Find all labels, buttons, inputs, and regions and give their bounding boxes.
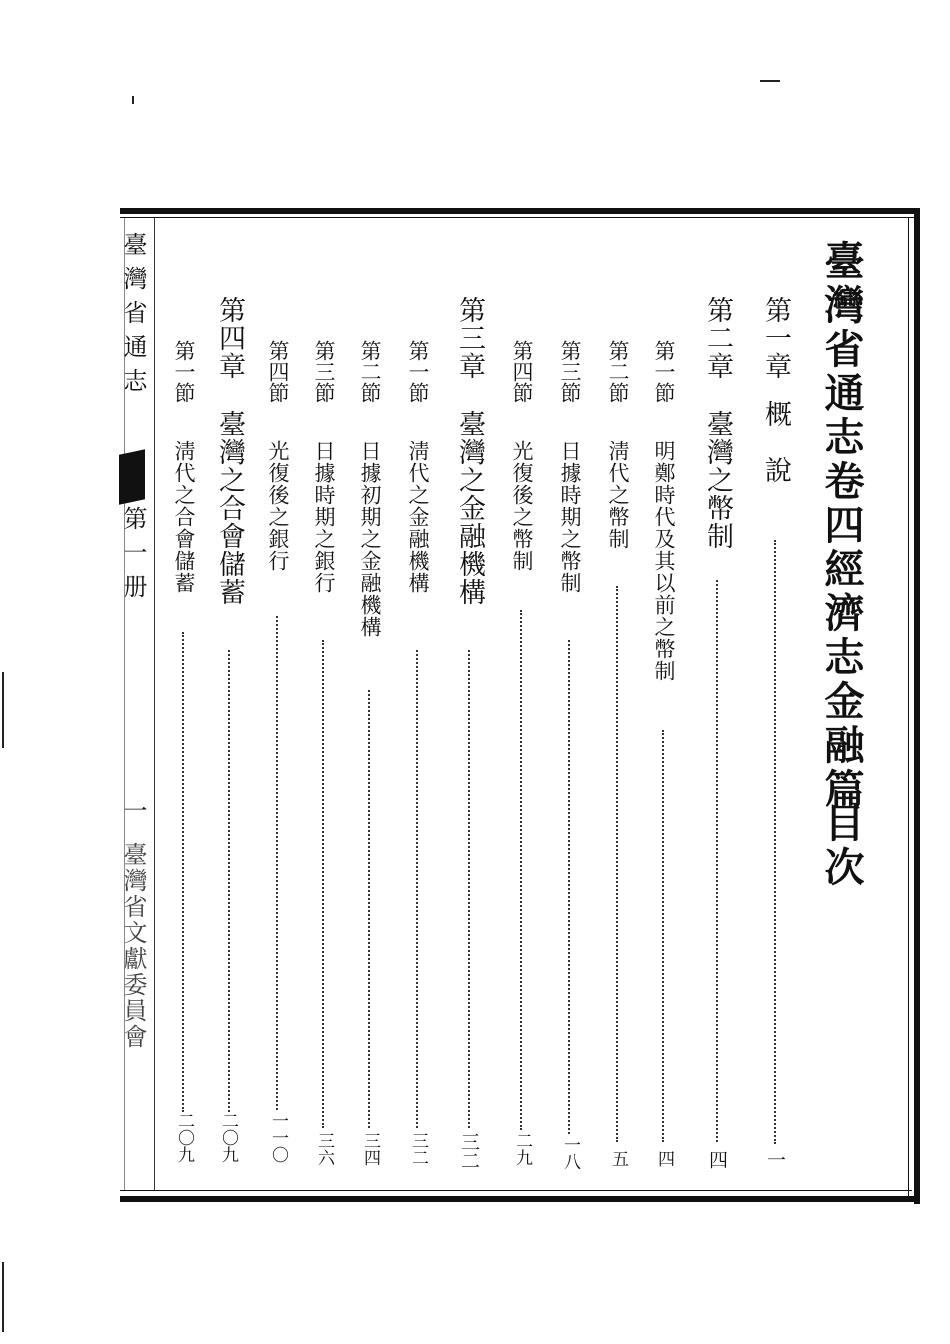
section-label: 第三節 [312, 340, 336, 403]
chapter-label: 第二章 [702, 296, 733, 380]
section-label: 第一節 [406, 340, 430, 403]
frame-right-inner-border [908, 217, 909, 1197]
page-ref: 一八 [560, 1136, 580, 1170]
leader-dots [774, 540, 776, 1144]
leader-dots [468, 650, 470, 1128]
chapter-title: 臺灣之幣制 [702, 410, 733, 550]
margin-volume: 第一册 [119, 506, 147, 608]
frame-right-border [914, 208, 920, 1204]
page-title-suffix: 目次 [818, 802, 865, 890]
leader-dots [520, 610, 522, 1130]
page-ref: 四 [654, 1150, 674, 1167]
section-label: 第一節 [172, 340, 196, 403]
chapter-title: 臺灣之合會儲蓄 [214, 410, 245, 606]
section-title: 淸代之合會儲蓄 [172, 440, 196, 594]
leader-dots [716, 580, 718, 1142]
chapter-title: 概 說 [760, 400, 791, 484]
section-title: 光復後之幣制 [510, 440, 534, 572]
section-label: 第四節 [266, 340, 290, 403]
leader-dots [616, 586, 618, 1142]
leader-dots [276, 616, 278, 1110]
frame-top-inner-border [120, 217, 920, 218]
section-title: 光復後之銀行 [266, 440, 290, 572]
page-ref: 一一〇 [268, 1112, 288, 1163]
leader-dots [228, 650, 230, 1112]
page-ref: 一 [764, 1150, 786, 1169]
scan-artifact [760, 80, 780, 82]
frame-left-border [154, 218, 155, 1190]
frame-top-border [120, 208, 920, 214]
page-ref: 四 [706, 1150, 728, 1169]
leader-dots [322, 640, 324, 1128]
section-label: 第三節 [558, 340, 582, 403]
page-ref: 二〇九 [174, 1112, 194, 1163]
scan-artifact [2, 1262, 4, 1332]
frame-bottom-border [120, 1196, 920, 1202]
margin-book-title: 臺灣省通志 [119, 232, 147, 402]
page-ref: 三四 [360, 1132, 380, 1166]
section-title: 日據時期之幣制 [558, 440, 582, 594]
frame-bottom-inner-border [120, 1190, 912, 1191]
scan-artifact [132, 96, 134, 104]
section-title: 日據時期之銀行 [312, 440, 336, 594]
section-label: 第四節 [510, 340, 534, 403]
page-ref: 二〇九 [218, 1112, 238, 1163]
leader-dots [662, 730, 664, 1142]
section-title: 明鄭時代及其以前之幣制 [652, 440, 676, 682]
chapter-label: 第四章 [214, 296, 245, 380]
page-ref: 三二 [458, 1132, 480, 1170]
page-ref: 二九 [512, 1132, 532, 1166]
leader-dots [182, 632, 184, 1112]
page-ref: 三六 [314, 1132, 334, 1166]
leader-dots [368, 690, 370, 1128]
section-title: 淸代之幣制 [606, 440, 630, 550]
page-ref: 三二 [408, 1132, 428, 1166]
margin-fishtail-mark [119, 449, 145, 505]
section-title: 淸代之金融機構 [406, 440, 430, 594]
chapter-label: 第一章 [760, 296, 791, 380]
chapter-title: 臺灣之金融機構 [454, 410, 485, 606]
margin-page-number: 一 [119, 798, 147, 822]
page-ref: 五 [608, 1150, 628, 1167]
page-title: 臺灣省通志卷四經濟志金融篇 [818, 240, 865, 812]
section-label: 第一節 [652, 340, 676, 403]
section-label: 第二節 [606, 340, 630, 403]
scan-artifact [2, 672, 4, 748]
leader-dots [568, 640, 570, 1134]
margin-faded-text: 臺灣省文獻委員會 [119, 842, 147, 1050]
section-label: 第二節 [358, 340, 382, 403]
section-title: 日據初期之金融機構 [358, 440, 382, 638]
chapter-label: 第三章 [454, 296, 485, 380]
leader-dots [416, 650, 418, 1128]
